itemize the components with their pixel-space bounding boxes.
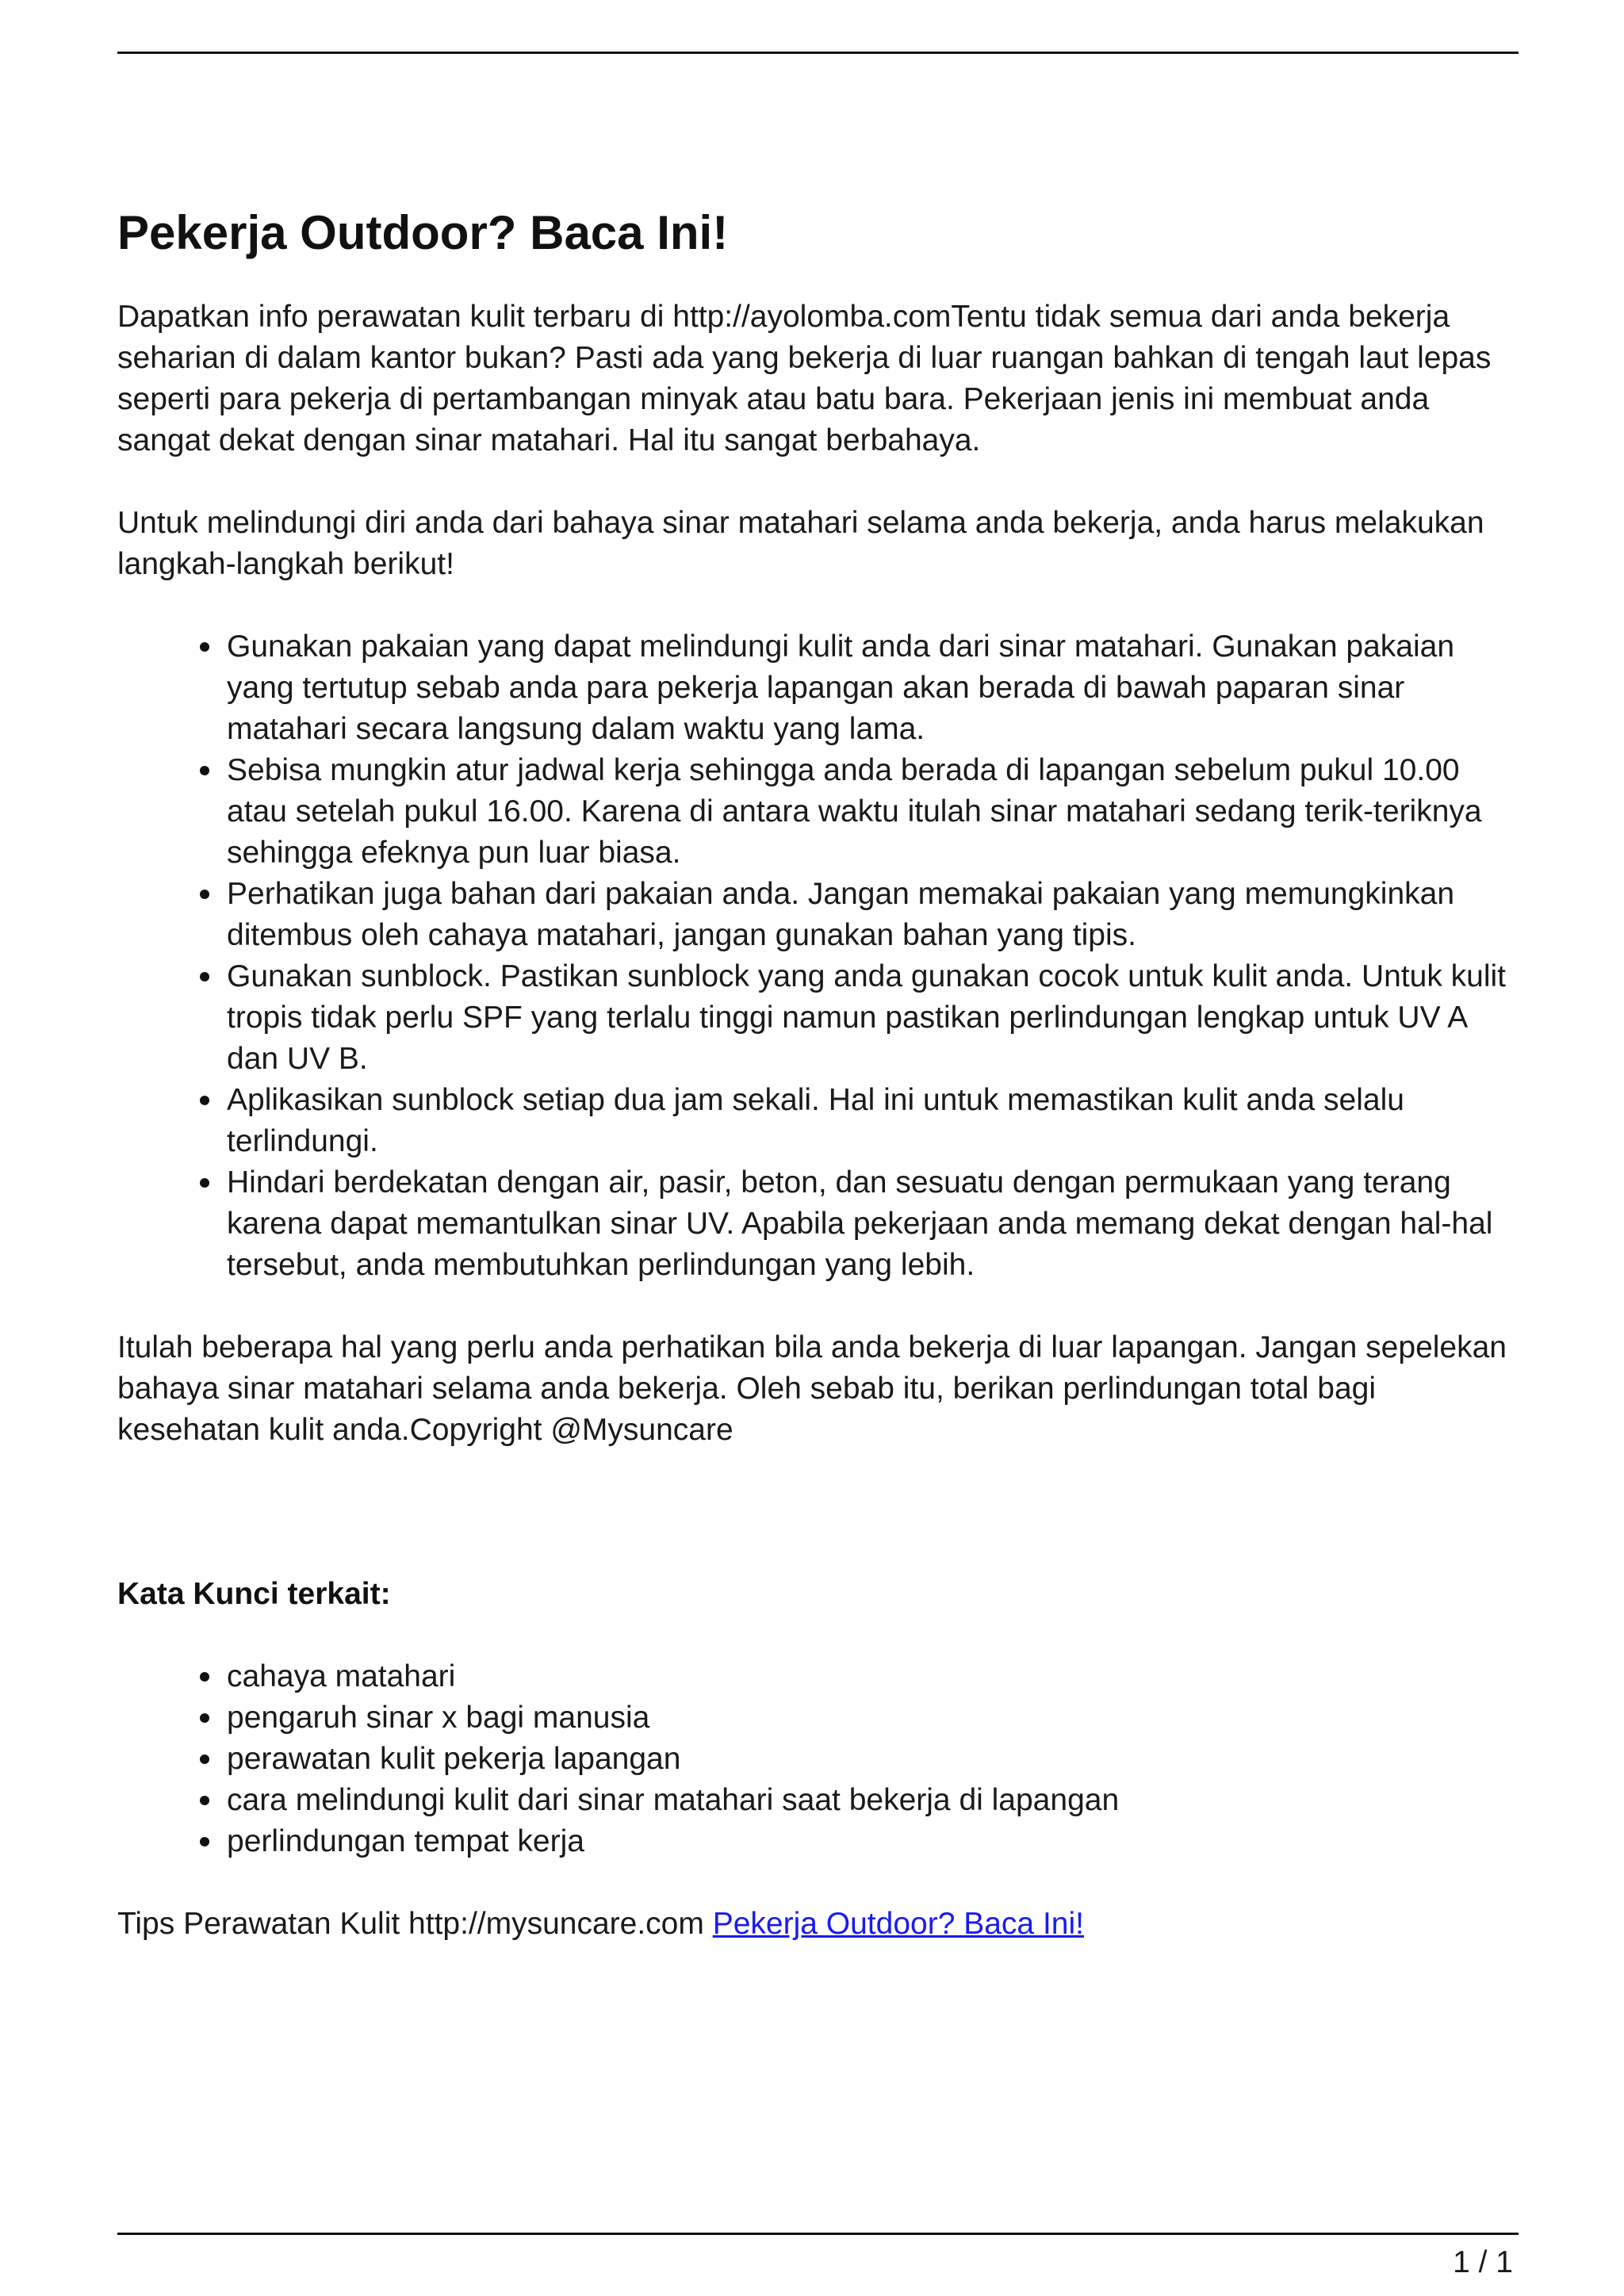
- list-item: Hindari berdekatan dengan air, pasir, beton, dan sesuatu dengan permukaan yang terang karena dapat memantulkan sinar UV. Apabila pekerjaan anda memang dekat dengan hal-hal tersebut, anda membutuhkan perlindungan yang lebih.: [227, 1162, 1519, 1286]
- list-item: Sebisa mungkin atur jadwal kerja sehingga anda berada di lapangan sebelum pukul 10.00 atau setelah pukul 16.00. Karena di antara waktu itulah sinar matahari sedang terik-teriknya sehingga efeknya pun luar biasa.: [227, 750, 1519, 874]
- article-title: Pekerja Outdoor? Baca Ini!: [117, 206, 729, 259]
- article-link[interactable]: Pekerja Outdoor? Baca Ini!: [712, 1907, 1084, 1941]
- list-item: cahaya matahari: [227, 1656, 1519, 1697]
- list-item: pengaruh sinar x bagi manusia: [227, 1697, 1519, 1739]
- keywords-list: [117, 1656, 1519, 1862]
- source-prefix: Tips Perawatan Kulit http://mysuncare.com: [117, 1907, 704, 1941]
- list-item: Perhatikan juga bahan dari pakaian anda. Jangan memakai pakaian yang memungkinkan ditembus oleh cahaya matahari, jangan gunakan bahan yang tipis.: [227, 874, 1519, 956]
- list-item: Gunakan sunblock. Pastikan sunblock yang anda gunakan cocok untuk kulit anda. Untuk kulit tropis tidak perlu SPF yang terlalu tinggi namun pastikan perlindungan lengkap untuk UV A dan UV B.: [227, 956, 1519, 1080]
- list-item: Aplikasikan sunblock setiap dua jam sekali. Hal ini untuk memastikan kulit anda selalu terlindungi.: [227, 1080, 1519, 1162]
- header-rule: [117, 52, 1519, 54]
- list-item: perlindungan tempat kerja: [227, 1821, 1519, 1862]
- list-item: cara melindungi kulit dari sinar matahari saat bekerja di lapangan: [227, 1780, 1519, 1821]
- intro-paragraph: Dapatkan info perawatan kulit terbaru di http://ayolomba.comTentu tidak semua dari anda bekerja seharian di dalam kantor bukan? Pasti ada yang bekerja di luar ruangan bahkan di tengah laut lepas seperti para pekerja di pertambangan minyak atau batu bara. Pekerjaan jenis ini membuat anda sangat dekat dengan sinar matahari. Hal itu sangat berbahaya.: [117, 300, 1492, 457]
- keywords-heading: Kata Kunci terkait:: [117, 1577, 391, 1611]
- steps-list: [117, 626, 1519, 1286]
- source-line: [117, 1904, 1519, 1945]
- article-body: [117, 205, 1519, 1945]
- steps-intro-paragraph: Untuk melindungi diri anda dari bahaya sinar matahari selama anda bekerja, anda harus melakukan langkah-langkah berikut!: [117, 506, 1484, 581]
- closing-paragraph: Itulah beberapa hal yang perlu anda perhatikan bila anda bekerja di luar lapangan. Jangan sepelekan bahaya sinar matahari selama anda bekerja. Oleh sebab itu, berikan perlindungan total bagi kesehatan kulit anda.Copyright @Mysuncare: [117, 1330, 1507, 1447]
- list-item: Gunakan pakaian yang dapat melindungi kulit anda dari sinar matahari. Gunakan pakaian yang tertutup sebab anda para pekerja lapangan akan berada di bawah paparan sinar matahari secara langsung dalam waktu yang lama.: [227, 626, 1519, 750]
- list-item: perawatan kulit pekerja lapangan: [227, 1739, 1519, 1780]
- page-number: 1 / 1: [1453, 2245, 1513, 2279]
- footer-rule: [117, 2233, 1519, 2235]
